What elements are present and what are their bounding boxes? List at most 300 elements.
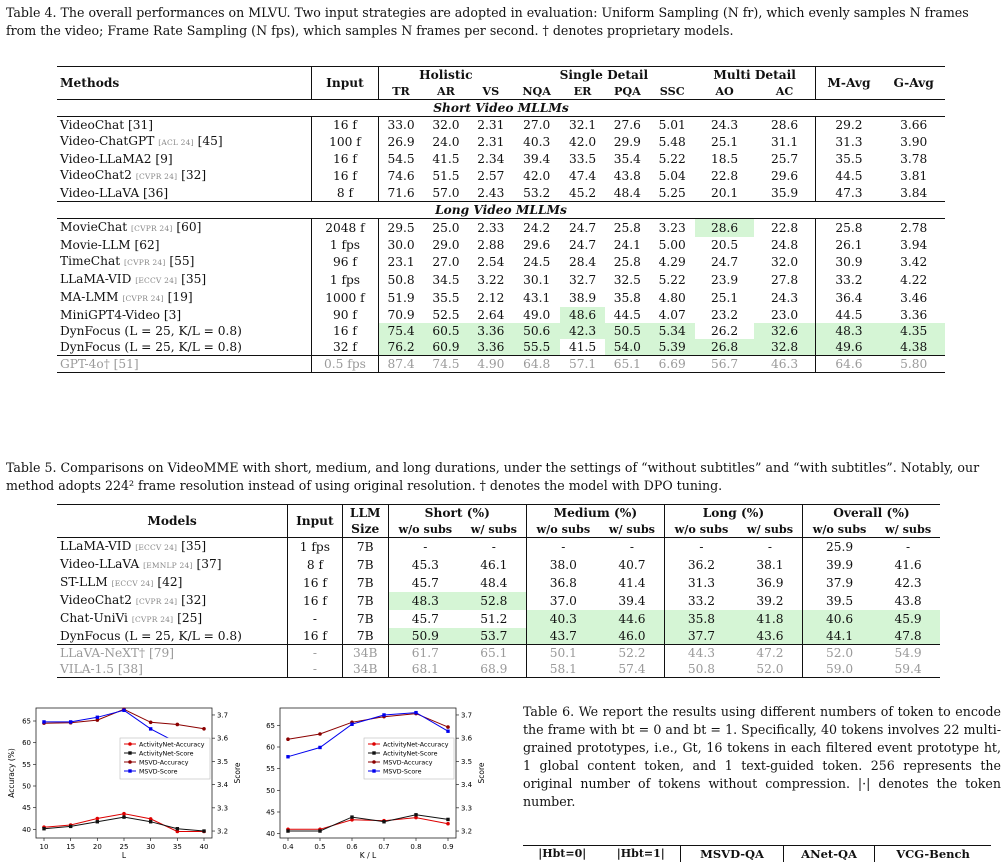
method-name: TimeChat — [60, 254, 121, 268]
value-cell: 4.07 — [658, 308, 686, 322]
x-tick-label: 0.4 — [282, 843, 294, 851]
y-tick-label: 65 — [266, 721, 275, 730]
method-name: VideoChat2 — [60, 593, 132, 607]
value-cell: 30.0 — [387, 238, 415, 252]
value-cell: 28.6 — [754, 117, 815, 134]
x-tick-label: 15 — [66, 843, 76, 851]
value-cell: 43.8 — [894, 594, 922, 608]
value-cell: 3.66 — [900, 118, 928, 132]
y2-axis-label: Score — [233, 762, 242, 784]
llm-size-cell: 7B — [342, 556, 388, 574]
value-cell: 29.6 — [754, 167, 815, 185]
value-cell: 35.9 — [754, 185, 815, 202]
data-point — [122, 812, 126, 816]
table-row — [57, 117, 945, 134]
venue-tag: [ECCV 24] — [111, 579, 154, 588]
data-point — [286, 737, 290, 741]
value-cell: 2.31 — [477, 135, 505, 149]
value-cell: 41.5 — [568, 340, 597, 354]
value-cell: 65.1 — [613, 357, 641, 371]
value-cell: 36.9 — [738, 574, 802, 592]
value-cell: 52.2 — [600, 645, 664, 662]
x-tick-label: 10 — [39, 843, 49, 851]
y2-tick-label: 3.4 — [217, 781, 229, 790]
table-row — [57, 628, 940, 645]
value-cell: 24.0 — [432, 135, 460, 149]
data-point — [202, 829, 205, 832]
value-cell: 24.8 — [754, 237, 815, 253]
x-tick-label: 0.6 — [346, 843, 358, 851]
legend-marker — [372, 742, 376, 746]
value-cell: 33.0 — [387, 118, 415, 132]
value-cell: 23.2 — [710, 308, 739, 322]
value-cell: 51.2 — [462, 610, 526, 628]
value-cell: 24.1 — [613, 238, 641, 252]
data-point — [96, 716, 99, 719]
value-cell: 35.8 — [664, 610, 738, 628]
value-cell: 52.0 — [738, 661, 802, 678]
value-cell: 5.22 — [658, 152, 686, 166]
header-llm: LLM — [342, 505, 388, 522]
legend-label: ActivityNet-Accuracy — [139, 741, 205, 749]
x-tick-label: 40 — [199, 843, 209, 851]
value-cell: 48.4 — [462, 574, 526, 592]
input-cell: 16 f — [312, 117, 378, 134]
data-point — [350, 815, 353, 818]
table-row — [57, 151, 945, 167]
value-cell: 4.35 — [882, 323, 945, 339]
table-row — [57, 185, 945, 202]
data-point — [202, 727, 206, 731]
value-cell: 30.9 — [835, 255, 863, 269]
input-cell: 16 f — [312, 151, 378, 167]
table5-caption: Table 5. Comparisons on VideoMME with short, medium, and long durations, under the settings of “without subtitles” and “with subtitles”. Notably, our method adopts 224² frame resolution instead of using original resolution. † denotes the model with DPO tuning. — [6, 460, 980, 493]
chart-L-ablation — [6, 700, 246, 860]
method-cell — [57, 167, 312, 185]
value-cell: 5.39 — [650, 339, 695, 356]
value-cell: 45.7 — [411, 576, 439, 590]
header-w-subs: w/ subs — [738, 521, 802, 538]
data-point — [414, 711, 417, 714]
value-cell: 31.3 — [687, 576, 716, 590]
method-cell — [57, 253, 312, 271]
input-cell: 0.5 fps — [312, 356, 378, 373]
value-cell: 2.54 — [477, 255, 505, 269]
y-tick-label: 45 — [266, 808, 275, 817]
header-col-pqa: PQA — [613, 84, 641, 98]
value-cell: 35.5 — [835, 152, 863, 166]
value-cell: 37.9 — [825, 576, 854, 590]
value-cell: 4.38 — [882, 339, 945, 356]
value-cell: 45.7 — [411, 612, 439, 626]
header-wo-subs: w/o subs — [398, 522, 453, 536]
method-cell — [57, 219, 312, 238]
table-row — [57, 574, 940, 592]
value-cell: 26.2 — [710, 324, 739, 338]
method-name: VideoChat [31] — [60, 118, 154, 132]
data-point — [350, 723, 353, 726]
value-cell: 57.1 — [568, 357, 597, 371]
data-point — [122, 709, 125, 712]
value-cell: 26.9 — [387, 135, 415, 149]
table-row — [57, 592, 940, 610]
venue-tag: [CVPR 24] — [135, 172, 178, 181]
input-cell: 32 f — [312, 339, 378, 356]
value-cell: 56.7 — [710, 357, 739, 371]
value-cell: 45.9 — [876, 610, 940, 628]
table-row — [57, 253, 945, 271]
method-name: VideoChat2 — [60, 168, 132, 182]
value-cell: 23.0 — [754, 307, 815, 323]
value-cell: 39.4 — [523, 152, 551, 166]
method-name: DynFocus (L = 25, K/L = 0.8) — [60, 324, 242, 338]
value-cell: 25.8 — [613, 221, 641, 235]
header-col-ar: AR — [436, 84, 455, 98]
value-cell: 50.5 — [605, 323, 650, 339]
data-point — [382, 820, 385, 823]
value-cell: 4.80 — [658, 291, 686, 305]
value-cell: 44.5 — [835, 169, 863, 183]
value-cell: 33.5 — [568, 152, 597, 166]
value-cell: 28.6 — [695, 219, 755, 238]
model-cell — [57, 645, 288, 662]
value-cell: 35.8 — [613, 291, 641, 305]
y-tick-label: 50 — [266, 786, 275, 795]
llm-size-cell: 34B — [342, 645, 388, 662]
method-name: VILA-1.5 [38] — [60, 662, 143, 676]
value-cell: 49.0 — [523, 308, 551, 322]
value-cell: 26.8 — [695, 339, 755, 356]
legend-label: ActivityNet-Score — [383, 750, 438, 758]
venue-tag: [CVPR 24] — [135, 597, 178, 606]
input-cell: 90 f — [312, 307, 378, 323]
input-cell: 16 f — [312, 167, 378, 185]
table-row — [57, 323, 945, 339]
table5 — [57, 504, 940, 678]
value-cell: 2.34 — [477, 152, 505, 166]
value-cell: 52.5 — [432, 308, 460, 322]
value-cell: 3.36 — [468, 339, 513, 356]
value-cell: 50.8 — [387, 273, 415, 287]
data-point — [446, 822, 450, 826]
method-cell — [57, 151, 312, 167]
citation-ref: [35] — [181, 272, 207, 286]
y-tick-label: 50 — [22, 782, 31, 791]
value-cell: 32.0 — [432, 118, 460, 132]
value-cell: 44.5 — [835, 308, 863, 322]
value-cell: 36.4 — [835, 291, 863, 305]
method-cell: GPT-4o† [51] — [57, 356, 312, 373]
method-name: Movie-LLM [62] — [60, 238, 160, 252]
value-cell: 29.6 — [523, 238, 551, 252]
value-cell: 57.0 — [432, 186, 460, 200]
value-cell: - — [905, 540, 911, 554]
y2-tick-label: 3.2 — [217, 827, 229, 836]
y-tick-label: 45 — [22, 804, 31, 813]
data-point — [318, 829, 321, 832]
value-cell: 25.8 — [835, 221, 863, 235]
data-point — [318, 732, 322, 736]
value-cell: 46.1 — [462, 556, 526, 574]
table6-caption: Table 6. We report the results using different numbers of token to encode the frame with bt = 0 and bt = 1. Specifically, 40 tokens involves 22 multi-grained prototypes, i.e., Gt, 16 tokens in each filtered event prototype ht, 1 global content token, and 1 text-guided token. 256 represents the original number of tokens without compression. |·| denotes the token number. — [523, 704, 1001, 809]
value-cell: 24.5 — [523, 255, 551, 269]
header-methods: Methods — [57, 67, 312, 100]
input-cell: 16 f — [288, 592, 343, 610]
header-group-single: Single Detail — [559, 68, 649, 82]
method-name: MovieChat — [60, 220, 128, 234]
input-cell: 16 f — [288, 628, 343, 645]
method-name: Chat-UniVi — [60, 611, 128, 625]
header-input: Input — [312, 67, 378, 100]
legend-marker — [372, 760, 376, 764]
header-col: MSVD-QA — [681, 846, 784, 863]
value-cell: 44.1 — [802, 628, 876, 645]
value-cell: 43.7 — [526, 628, 600, 645]
value-cell: 35.4 — [613, 152, 641, 166]
method-name: LLaMA-VID — [60, 539, 132, 553]
table6 — [523, 845, 991, 862]
value-cell: 39.2 — [738, 592, 802, 610]
value-cell: 41.6 — [894, 558, 922, 572]
value-cell: 2.57 — [477, 169, 505, 183]
llm-size-cell: 7B — [342, 610, 388, 628]
data-point — [149, 727, 152, 730]
legend-label: MSVD-Score — [383, 768, 422, 776]
value-cell: 34.5 — [432, 273, 460, 287]
x-axis-label: K / L — [359, 851, 377, 860]
value-cell: 37.0 — [549, 594, 577, 608]
data-point — [414, 813, 417, 816]
header-col-tr: TR — [392, 84, 410, 98]
value-cell: 61.7 — [411, 646, 439, 660]
value-cell: 36.8 — [549, 576, 577, 590]
value-cell: 39.4 — [600, 592, 664, 610]
citation-ref: [37] — [196, 557, 222, 571]
venue-tag: [CVPR 24] — [124, 258, 166, 267]
value-cell: 3.42 — [900, 255, 928, 269]
input-cell: - — [288, 661, 343, 678]
value-cell: 25.8 — [613, 255, 641, 269]
value-cell: 50.8 — [687, 662, 716, 676]
legend-marker — [128, 769, 131, 772]
value-cell: 70.9 — [387, 308, 415, 322]
value-cell: - — [699, 540, 704, 554]
value-cell: 25.1 — [710, 291, 739, 305]
value-cell: 68.1 — [411, 662, 439, 676]
value-cell: 51.5 — [432, 169, 460, 183]
method-cell — [57, 133, 312, 151]
header-wo-subs: w/o subs — [674, 522, 729, 536]
value-cell: 5.01 — [658, 118, 686, 132]
value-cell: 38.1 — [738, 556, 802, 574]
citation-ref: [55] — [169, 254, 195, 268]
method-name: DynFocus (L = 25, K/L = 0.8) — [60, 629, 242, 643]
value-cell: 32.6 — [754, 323, 815, 339]
x-tick-label: 0.8 — [410, 843, 422, 851]
table-row — [57, 356, 945, 373]
header-size: Size — [342, 521, 388, 538]
value-cell: 50.1 — [549, 646, 577, 660]
method-name: ST-LLM — [60, 575, 108, 589]
value-cell: 44.3 — [687, 646, 716, 660]
value-cell: 3.22 — [477, 273, 505, 287]
data-point — [382, 713, 385, 716]
y-tick-label: 60 — [22, 739, 31, 748]
data-point — [149, 820, 152, 823]
value-cell: 53.2 — [523, 186, 551, 200]
value-cell: 2.12 — [477, 291, 505, 305]
value-cell: 44.6 — [600, 610, 664, 628]
value-cell: 47.3 — [835, 186, 863, 200]
citation-ref: [25] — [177, 611, 203, 625]
value-cell: 48.6 — [560, 307, 605, 323]
table-row — [57, 219, 945, 238]
method-cell — [57, 339, 312, 356]
data-point — [446, 818, 449, 821]
method-name: DynFocus (L = 25, K/L = 0.8) — [60, 340, 242, 354]
citation-ref: [32] — [181, 593, 207, 607]
y-tick-label: 65 — [22, 717, 31, 726]
value-cell: 33.2 — [835, 273, 863, 287]
header-group-multi: Multi Detail — [695, 67, 816, 84]
value-cell: 74.5 — [432, 357, 460, 371]
value-cell: 74.6 — [387, 169, 415, 183]
value-cell: 4.22 — [900, 273, 928, 287]
value-cell: 5.25 — [658, 186, 686, 200]
header-w-subs: w/ subs — [884, 522, 932, 536]
method-name: LLaVA-NeXT† [79] — [60, 646, 175, 660]
model-cell — [57, 592, 288, 610]
series-line-activitynet-score — [44, 817, 204, 831]
value-cell: 42.0 — [523, 169, 551, 183]
header-input: Input — [288, 505, 343, 538]
value-cell: 55.5 — [513, 339, 560, 356]
value-cell: 2.43 — [477, 186, 505, 200]
header-col-ao: AO — [715, 84, 734, 98]
y2-tick-label: 3.6 — [217, 734, 229, 743]
value-cell: 27.8 — [754, 271, 815, 289]
model-cell — [57, 538, 288, 557]
value-cell: 57.4 — [600, 661, 664, 678]
table-row — [57, 307, 945, 323]
value-cell: 3.84 — [900, 186, 928, 200]
value-cell: 24.2 — [523, 221, 551, 235]
data-point — [176, 827, 179, 830]
header-group-overall: Overall (%) — [833, 506, 910, 520]
value-cell: 3.46 — [900, 291, 928, 305]
table-row — [57, 538, 940, 557]
value-cell: 49.6 — [815, 339, 882, 356]
table4-caption: Table 4. The overall performances on MLVU. Two input strategies are adopted in evaluation: Uniform Sampling (N fr), which evenly samples N frames from the video; Frame Rate Sampling (N fps), which samples N frames per second. † denotes proprietary models. — [6, 5, 969, 38]
value-cell: - — [423, 540, 428, 554]
header-col: |Hbt=1| — [601, 846, 680, 863]
value-cell: 3.78 — [900, 152, 928, 166]
legend-marker — [128, 742, 132, 746]
value-cell: 39.9 — [825, 558, 854, 572]
value-cell: 50.9 — [388, 628, 462, 645]
input-cell: 1 fps — [312, 237, 378, 253]
data-point — [318, 746, 321, 749]
value-cell: 25.1 — [710, 135, 739, 149]
table-row — [57, 556, 940, 574]
model-cell — [57, 574, 288, 592]
value-cell: 20.1 — [710, 186, 739, 200]
header-g-avg: G-Avg — [893, 76, 934, 90]
y-tick-label: 55 — [266, 765, 275, 774]
value-cell: 3.36 — [900, 308, 928, 322]
model-cell — [57, 628, 288, 645]
header-col-vs: VS — [482, 84, 500, 98]
chart-KL-ablation — [250, 700, 490, 860]
y-axis-label: Accuracy (%) — [7, 748, 16, 798]
value-cell: 40.3 — [523, 135, 551, 149]
value-cell: 54.0 — [605, 339, 650, 356]
value-cell: 43.1 — [523, 291, 551, 305]
series-line-msvd-accuracy — [44, 709, 204, 729]
value-cell: 32.8 — [754, 339, 815, 356]
header-col-ac: AC — [754, 83, 815, 100]
value-cell: 46.0 — [600, 628, 664, 645]
value-cell: 5.04 — [658, 169, 686, 183]
y-tick-label: 55 — [22, 760, 31, 769]
input-cell: 2048 f — [312, 219, 378, 238]
legend-label: ActivityNet-Score — [139, 750, 194, 758]
legend-marker — [128, 751, 131, 754]
method-name: Video-ChatGPT — [60, 134, 155, 148]
value-cell: 5.80 — [900, 357, 928, 371]
header-col-nqa: NQA — [522, 84, 551, 98]
value-cell: 45.3 — [411, 558, 439, 572]
value-cell: 23.9 — [710, 273, 739, 287]
value-cell: 5.34 — [650, 323, 695, 339]
value-cell: 5.48 — [658, 135, 686, 149]
value-cell: 24.3 — [754, 289, 815, 307]
header-col-ssc: SSC — [659, 84, 685, 98]
table-row — [57, 610, 940, 628]
method-name: MiniGPT4-Video [3] — [60, 308, 182, 322]
data-point — [42, 720, 45, 723]
value-cell: 2.64 — [477, 308, 505, 322]
value-cell: 3.94 — [900, 238, 928, 252]
value-cell: 24.3 — [710, 118, 739, 132]
value-cell: 37.7 — [664, 628, 738, 645]
y2-tick-label: 3.5 — [217, 757, 229, 766]
method-name: Video-LLaVA — [60, 557, 140, 571]
data-point — [176, 723, 180, 727]
value-cell: 58.1 — [549, 662, 577, 676]
header-col-er: ER — [573, 84, 592, 98]
value-cell: 47.2 — [738, 645, 802, 662]
venue-tag: [ECCV 24] — [135, 276, 178, 285]
value-cell: 52.8 — [462, 592, 526, 610]
value-cell: 68.9 — [462, 661, 526, 678]
value-cell: 40.3 — [526, 610, 600, 628]
value-cell: 29.2 — [835, 118, 863, 132]
data-point — [446, 730, 449, 733]
series-line-activitynet-score — [288, 815, 448, 831]
venue-tag: [CVPR 24] — [122, 294, 164, 303]
value-cell: 76.2 — [378, 339, 424, 356]
y-tick-label: 40 — [266, 830, 275, 839]
llm-size-cell: 7B — [342, 538, 388, 557]
value-cell: 27.6 — [613, 118, 641, 132]
data-point — [286, 829, 289, 832]
value-cell: 59.0 — [825, 662, 854, 676]
header-group-long: Long (%) — [664, 505, 802, 522]
value-cell: 4.29 — [658, 255, 686, 269]
model-cell — [57, 610, 288, 628]
value-cell: 59.4 — [894, 662, 922, 676]
